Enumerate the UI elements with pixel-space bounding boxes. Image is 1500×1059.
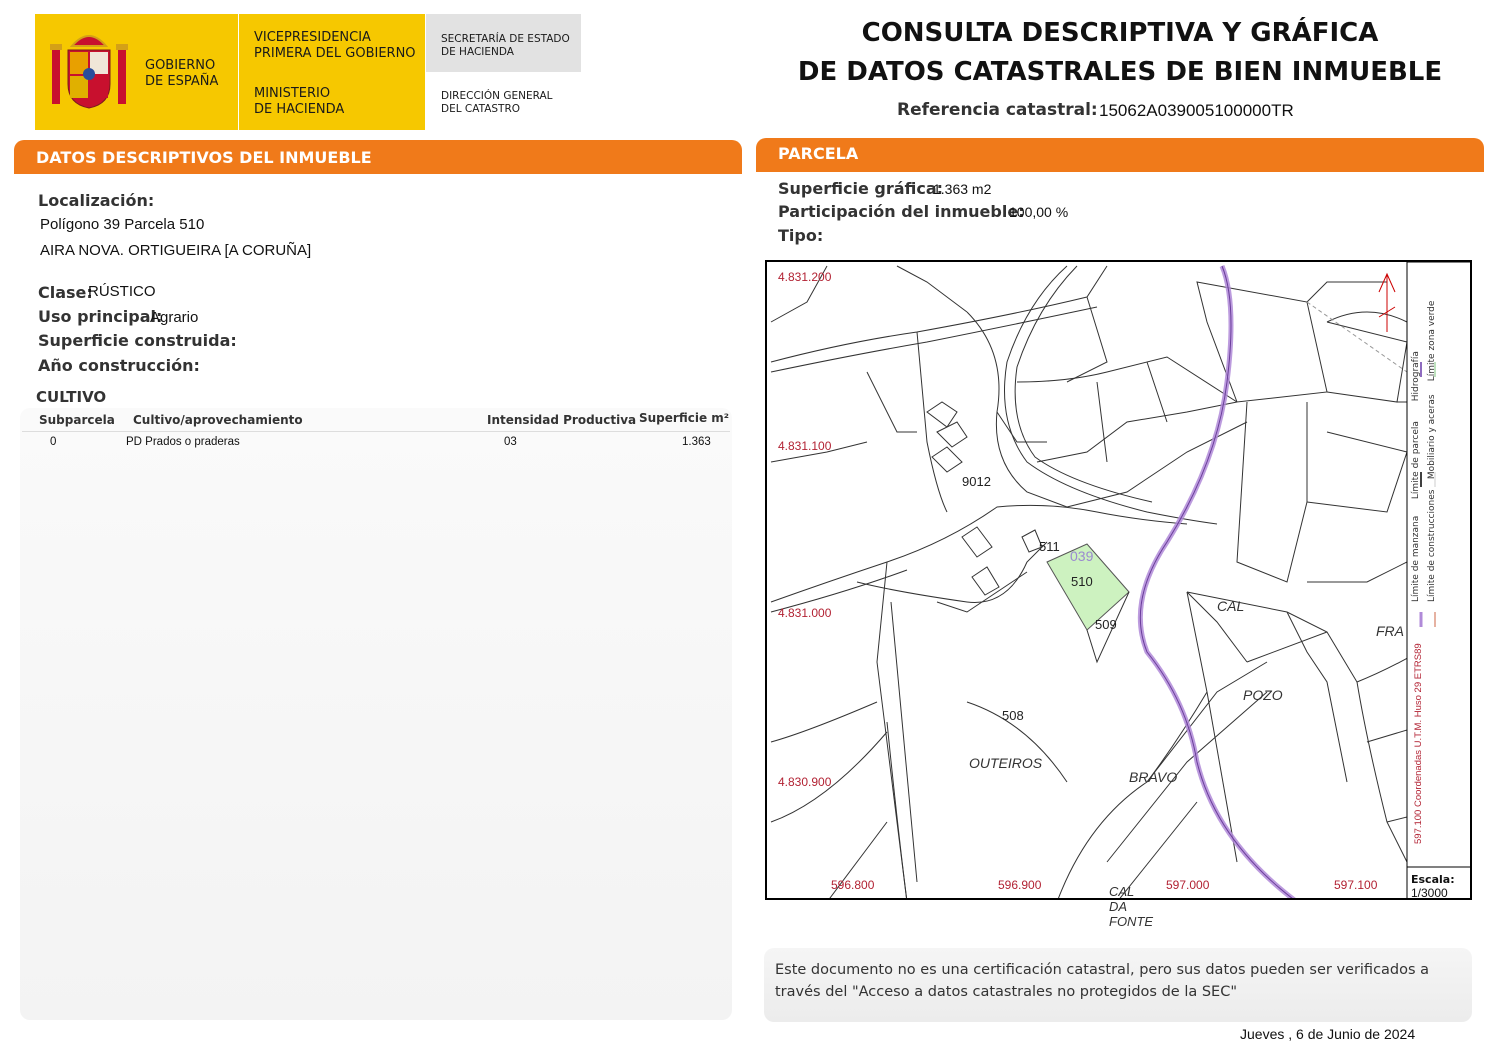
coord-x-4: 597.100	[1334, 878, 1378, 892]
gov-name	[145, 58, 218, 90]
cell-subparcela: 0	[50, 436, 57, 448]
footer-date: Jueves , 6 de Junio de 2024	[1240, 1026, 1416, 1042]
clase-label: Clase:	[38, 283, 93, 302]
legend-limite-parcela: Límite de parcela	[1411, 421, 1421, 500]
left-section-header	[14, 140, 742, 174]
direccion-line1: DIRECCIÓN GENERAL	[441, 90, 553, 102]
participacion-label: Participación del inmueble:	[778, 202, 1025, 221]
parcel-label-510: 510	[1071, 574, 1093, 589]
coord-x-1: 596.800	[831, 878, 875, 892]
coord-y-3: 4.831.000	[778, 606, 832, 620]
place-cal-da-fonte: CAL DA FONTE	[1109, 884, 1154, 929]
sup-grafica-value: 1.363 m2	[933, 181, 992, 197]
ref-label: Referencia catastral:	[897, 100, 1098, 120]
footer-note-line1: Este documento no es una certificación catastral, pero sus datos pueden ser verificados a	[775, 962, 1430, 978]
right-section-header	[756, 138, 1484, 172]
legend-col1	[1411, 351, 1421, 602]
clase-value: RÚSTICO	[88, 283, 156, 300]
footer-note-line2: través del "Acceso a datos catastrales no protegidos de la SEC"	[775, 984, 1238, 1000]
north-arrow-icon	[1379, 274, 1395, 332]
coord-y-4: 4.830.900	[778, 775, 832, 789]
secretaria	[441, 33, 570, 59]
logo-divider	[238, 14, 239, 130]
footer-note	[775, 959, 1429, 1003]
localizacion-line1: Polígono 39 Parcela 510	[40, 216, 205, 233]
page-title	[760, 14, 1480, 92]
legend-limite-construcciones: Límite de construcciones	[1427, 489, 1437, 602]
col-superficie: Superficie m²	[639, 411, 730, 425]
gov-name-line1: GOBIERNO	[145, 58, 216, 73]
coord-y-2: 4.831.100	[778, 439, 832, 453]
uso-value: Agrario	[150, 309, 199, 326]
tipo-label: Tipo:	[778, 226, 824, 245]
direccion-general	[441, 90, 553, 116]
ministerio	[254, 86, 344, 118]
scale-value: 1/3000	[1411, 886, 1448, 900]
legend-zona-verde: Límite zona verde	[1427, 300, 1437, 382]
coord-y-1: 4.831.200	[778, 270, 832, 284]
gov-name-line2: DE ESPAÑA	[145, 74, 219, 89]
cultivo-table-panel	[20, 408, 732, 1020]
parcel-label-508: 508	[1002, 708, 1024, 723]
place-fra: FRA	[1376, 623, 1404, 639]
parcel-label-509: 509	[1095, 617, 1117, 632]
sup-grafica-label: Superficie gráfica:	[778, 179, 944, 198]
localizacion-line2: AIRA NOVA. ORTIGUEIRA [A CORUÑA]	[40, 242, 312, 259]
place-bravo: BRAVO	[1129, 769, 1178, 785]
secretaria-line2: DE HACIENDA	[441, 46, 514, 58]
secretaria-line1: SECRETARÍA DE ESTADO	[441, 33, 570, 45]
col-subparcela: Subparcela	[39, 413, 115, 427]
parcel-label-511: 511	[1039, 539, 1060, 554]
col-cultivo: Cultivo/aprovechamiento	[133, 413, 303, 427]
scale-label: Escala:	[1411, 873, 1455, 886]
direccion-line2: DEL CATASTRO	[441, 103, 521, 115]
col-intensidad: Intensidad Productiva	[487, 413, 637, 427]
legend-hidrografia: Hidrografía	[1411, 351, 1421, 402]
anio-construccion-label: Año construcción:	[38, 356, 200, 375]
table-header-rule	[22, 431, 730, 432]
cultivo-title: CULTIVO	[36, 388, 107, 406]
place-cal: CAL	[1217, 598, 1245, 614]
parcel-label-9012: 9012	[962, 474, 991, 489]
cell-intensidad: 03	[504, 436, 517, 448]
cell-superficie: 1.363	[682, 436, 711, 448]
superficie-construida-label: Superficie construida:	[38, 331, 237, 350]
place-pozo: POZO	[1243, 687, 1283, 703]
cadastral-map[interactable]	[765, 260, 1472, 900]
vice-line2: PRIMERA DEL GOBIERNO	[254, 46, 416, 61]
vicepresidencia	[254, 30, 416, 62]
right-section-title: PARCELA	[778, 144, 859, 163]
cell-cultivo: PD Prados o praderas	[126, 436, 240, 448]
map-svg	[767, 262, 1472, 900]
coat-of-arms-icon	[48, 26, 130, 114]
vice-line1: VICEPRESIDENCIA	[254, 30, 371, 45]
participacion-value: 100,00 %	[1009, 204, 1069, 220]
left-section-title: DATOS DESCRIPTIVOS DEL INMUEBLE	[36, 148, 372, 167]
legend-col2	[1427, 301, 1437, 602]
place-outeiros: OUTEIROS	[969, 755, 1043, 771]
highlight-label-039: 039	[1070, 548, 1094, 564]
table-row	[22, 436, 730, 452]
legend-limite-manzana: Límite de manzana	[1411, 515, 1421, 602]
map-legend	[1407, 262, 1471, 866]
legend-coords-note: 597.100 Coordenadas U.T.M. Huso 29 ETRS89	[1413, 643, 1424, 844]
ref-value: 15062A039005100000TR	[1099, 101, 1294, 120]
uso-label: Uso principal:	[38, 307, 163, 326]
title-line2: DE DATOS CATASTRALES DE BIEN INMUEBLE	[797, 57, 1443, 87]
title-line1: CONSULTA DESCRIPTIVA Y GRÁFICA	[861, 18, 1379, 48]
coord-x-2: 596.900	[998, 878, 1042, 892]
localizacion-label: Localización:	[38, 191, 155, 210]
legend-mobiliario: Mobiliario y aceras	[1427, 394, 1437, 480]
coord-x-3: 597.000	[1166, 878, 1210, 892]
ministry-line2: DE HACIENDA	[254, 102, 345, 117]
ministry-line1: MINISTERIO	[254, 86, 331, 101]
